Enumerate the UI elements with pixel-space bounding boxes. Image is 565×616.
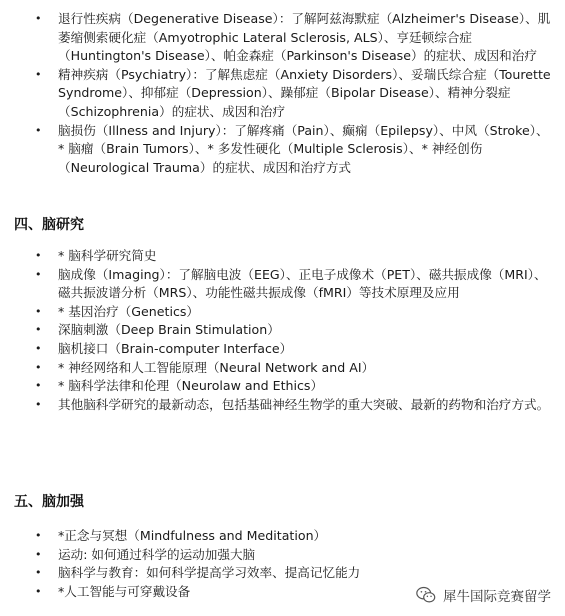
brain-research-list (32, 247, 552, 414)
list-item (32, 527, 552, 546)
list-item-text: *人工智能与可穿戴设备 (58, 583, 191, 599)
section-heading-brain-research: 四、脑研究 (14, 217, 84, 233)
bullet-icon: • (35, 566, 42, 580)
bullet-icon: • (35, 123, 42, 137)
list-item-text: 脑科学与教育：如何科学提高学习效率、提高记忆能力 (58, 565, 361, 581)
watermark (411, 582, 555, 608)
list-item (32, 122, 552, 178)
list-item (32, 247, 552, 266)
bullet-icon: • (35, 267, 42, 281)
list-item (32, 396, 552, 415)
list-item (32, 359, 552, 378)
list-item-text: 运动: 如何通过科学的运动加强大脑 (58, 546, 256, 562)
bullet-icon: • (35, 67, 42, 81)
bullet-icon: • (35, 304, 42, 318)
list-item-text: 脑机接口（Brain-computer Interface） (58, 340, 293, 356)
list-item (32, 564, 552, 583)
list-item-text: 脑成像（Imaging）：了解脑电波（EEG）、正电子成像术（PET）、磁共振成像（MRI）、磁共振波谱分析（MRS）、功能性磁共振成像（fMRI）等技术原理及应用 (58, 266, 547, 301)
list-item-text: *正念与冥想（Mindfulness and Meditation） (58, 528, 327, 543)
list-item-text: * 脑科学研究简史 (58, 248, 157, 263)
list-item (32, 340, 552, 359)
list-item (32, 546, 552, 565)
bullet-icon: • (35, 379, 42, 393)
list-item (32, 266, 552, 303)
list-item (32, 303, 552, 322)
list-item (32, 66, 552, 122)
degenerative-psychiatry-injury-list (32, 10, 552, 177)
bullet-icon: • (35, 341, 42, 355)
list-item (32, 377, 552, 396)
list-item (32, 10, 552, 66)
list-item-text: * 脑科学法律和伦理（Neurolaw and Ethics） (58, 378, 324, 394)
list-item-text: 精神疾病（Psychiatry）：了解焦虑症（Anxiety Disorders）、妥瑞氏综合症（Tourette Syndrome）、抑郁症（Depression）、躁郁症（Bipolar Disease）、精神分裂症（Schizophrenia）的症状、成因和治疗 (58, 66, 551, 119)
bullet-icon: • (35, 529, 42, 542)
list-item-text: * 基因治疗（Genetics） (58, 303, 200, 319)
bullet-icon: • (35, 360, 42, 374)
list-item-text: 其他脑科学研究的最新动态，包括基础神经生物学的重大突破、最新的药物和治疗方式。 (58, 396, 550, 412)
list-item-text: 脑损伤（Illness and Injury）：了解疼痛（Pain）、癫痫（Epilepsy）、中风（Stroke）、* 脑瘤（Brain Tumors）、* 多发性硬化（Multiple Sclerosis）、* 神经创伤（Neurological Trauma）的症状、成因和治疗方式 (58, 122, 549, 175)
bullet-icon: • (35, 584, 42, 598)
bullet-icon: • (35, 323, 42, 337)
watermark-text: 犀牛国际竞赛留学 (443, 589, 551, 605)
list-item-text: * 神经网络和人工智能原理（Neural Network and AI） (58, 359, 375, 375)
list-item-text: 退行性疾病（Degenerative Disease）：了解阿兹海默症（Alzheimer's Disease）、肌萎缩侧索硬化症（Amyotrophic Lateral Sclerosis, ALS）、亨廷顿综合症（Huntington's Disease）、帕金森症（Parkinson's Disease）的症状、成因和治疗 (58, 11, 551, 64)
list-item (32, 321, 552, 340)
bullet-icon: • (35, 12, 42, 25)
bullet-icon: • (35, 547, 42, 561)
section-heading-brain-enhancement: 五、脑加强 (14, 494, 84, 510)
wechat-icon (415, 584, 437, 606)
list-item-text: 深脑刺激（Deep Brain Stimulation） (58, 322, 280, 338)
bullet-icon: • (35, 397, 42, 411)
bullet-icon: • (35, 249, 42, 262)
